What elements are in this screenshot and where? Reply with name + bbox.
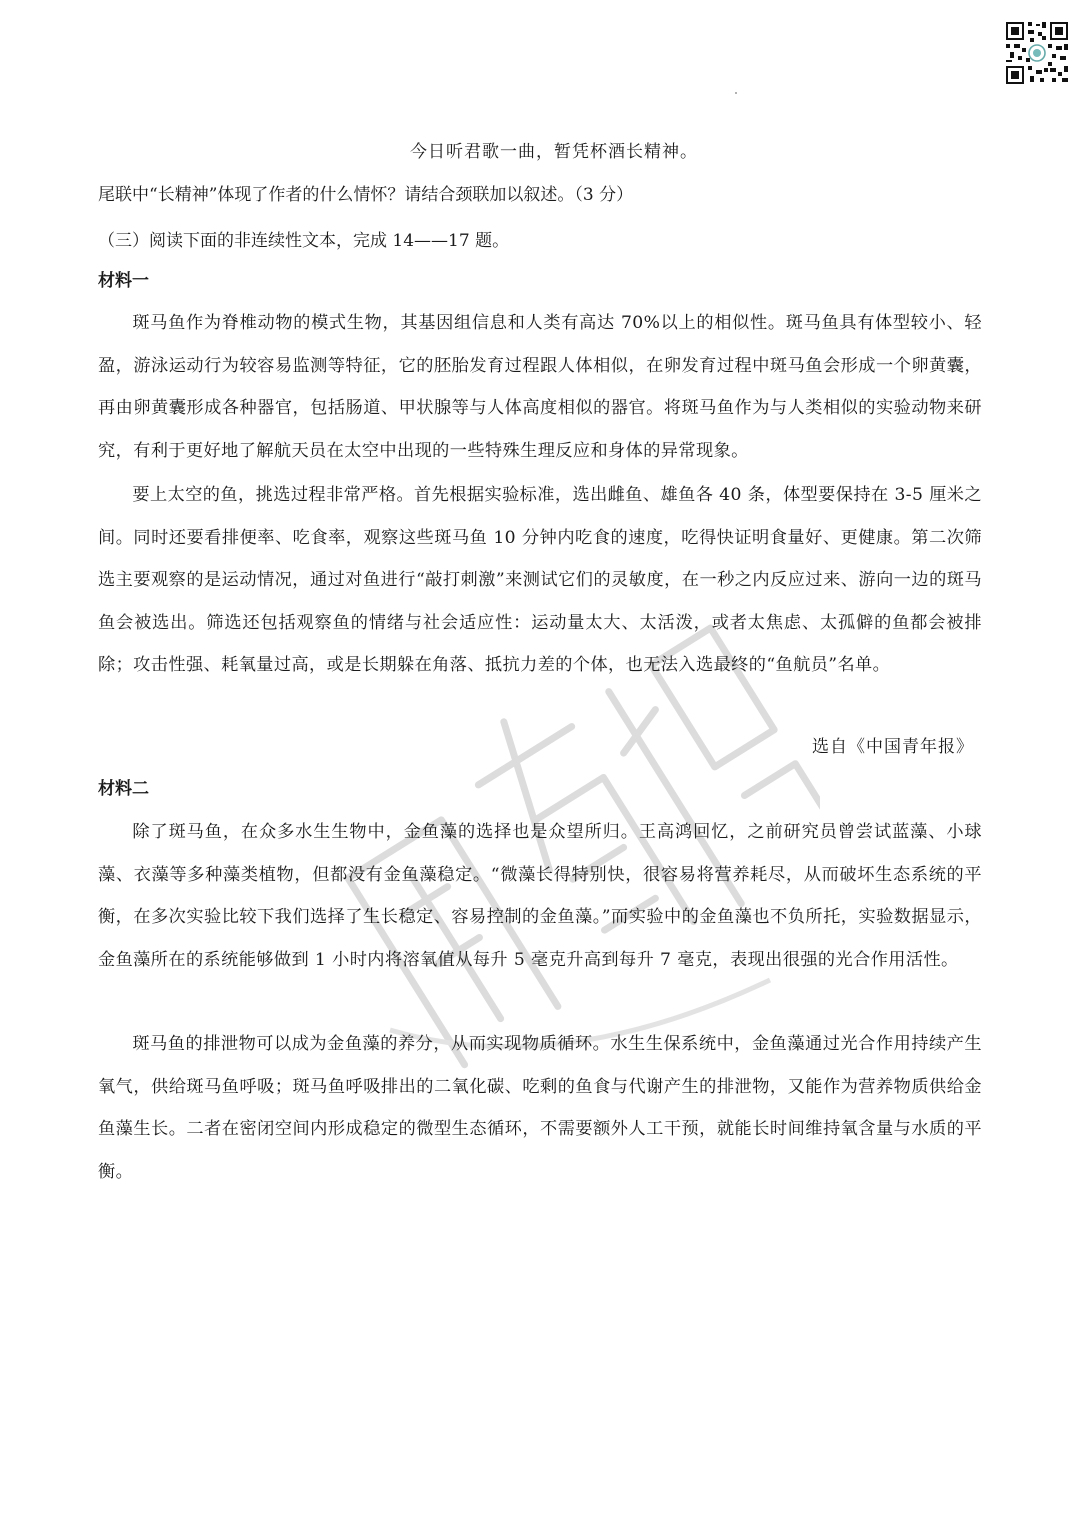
- qr-code-icon: [1004, 20, 1070, 86]
- section-3-intro: （三）阅读下面的非连续性文本，完成 14——17 题。: [98, 231, 510, 251]
- material-1-paragraph-1: 斑马鱼作为脊椎动物的模式生物，其基因组信息和人类有高达 70%以上的相似性。斑马鱼具有体型较小、轻盈，游泳运动行为较容易监测等特征，它的胚胎发育过程跟人体相似，在卵发育过程中斑马鱼会形成一个卵黄囊，再由卵黄囊形成各种器官，包括肠道、甲状腺等与人体高度相似的器官。将斑马鱼作为与人类相似的实验动物来研究，有利于更好地了解航天员在太空中出现的一些特殊生理反应和身体的异常现象。: [98, 313, 982, 461]
- poem-line: 今日听君歌一曲，暂凭杯酒长精神。: [410, 142, 698, 162]
- question-13: 尾联中“长精神”体现了作者的什么情怀？请结合颈联加以叙述。（3 分）: [98, 185, 634, 205]
- material-1-paragraph-2: 要上太空的鱼，挑选过程非常严格。首先根据实验标准，选出雌鱼、雄鱼各 40 条，体型要保持在 3-5 厘米之间。同时还要看排便率、吃食率，观察这些斑马鱼 10 分钟内吃食的速度，吃得快证明食量好、更健康。第二次筛选主要观察的是运动情况，通过对鱼进行“敲打刺激”来测试它们的灵敏度，在一秒之内反应过来、游向一边的斑马鱼会被选出。筛选还包括观察鱼的情绪与社会适应性：运动量太大、太活泼，或者太焦虑、太孤僻的鱼都会被排除；攻击性强、耗氧量过高，或是长期躲在角落、抵抗力差的个体，也无法入选最终的“鱼航员”名单。: [98, 485, 982, 676]
- material-2-paragraph-2: 斑马鱼的排泄物可以成为金鱼藻的养分，从而实现物质循环。水生生保系统中，金鱼藻通过光合作用持续产生氧气，供给斑马鱼呼吸；斑马鱼呼吸排出的二氧化碳、吃剩的鱼食与代谢产生的排泄物，又能作为营养物质供给金鱼藻生长。二者在密闭空间内形成稳定的微型生态循环，不需要额外人工干预，就能长时间维持氧含量与水质的平衡。: [98, 1034, 982, 1182]
- material-1-source: 选自《中国青年报》: [812, 737, 974, 757]
- material-2-paragraph-1: 除了斑马鱼，在众多水生生物中，金鱼藻的选择也是众望所归。王高鸿回忆，之前研究员曾尝试蓝藻、小球藻、衣藻等多种藻类植物，但都没有金鱼藻稳定。“微藻长得特别快，很容易将营养耗尽，从而破坏生态系统的平衡，在多次实验比较下我们选择了生长稳定、容易控制的金鱼藻。”而实验中的金鱼藻也不负所托，实验数据显示，金鱼藻所在的系统能够做到 1 小时内将溶氧值从每升 5 毫克升高到每升 7 毫克，表现出很强的光合作用活性。: [98, 822, 982, 970]
- material-1-heading: 材料一: [98, 271, 149, 291]
- material-2-heading: 材料二: [98, 779, 149, 799]
- speck: [735, 92, 737, 94]
